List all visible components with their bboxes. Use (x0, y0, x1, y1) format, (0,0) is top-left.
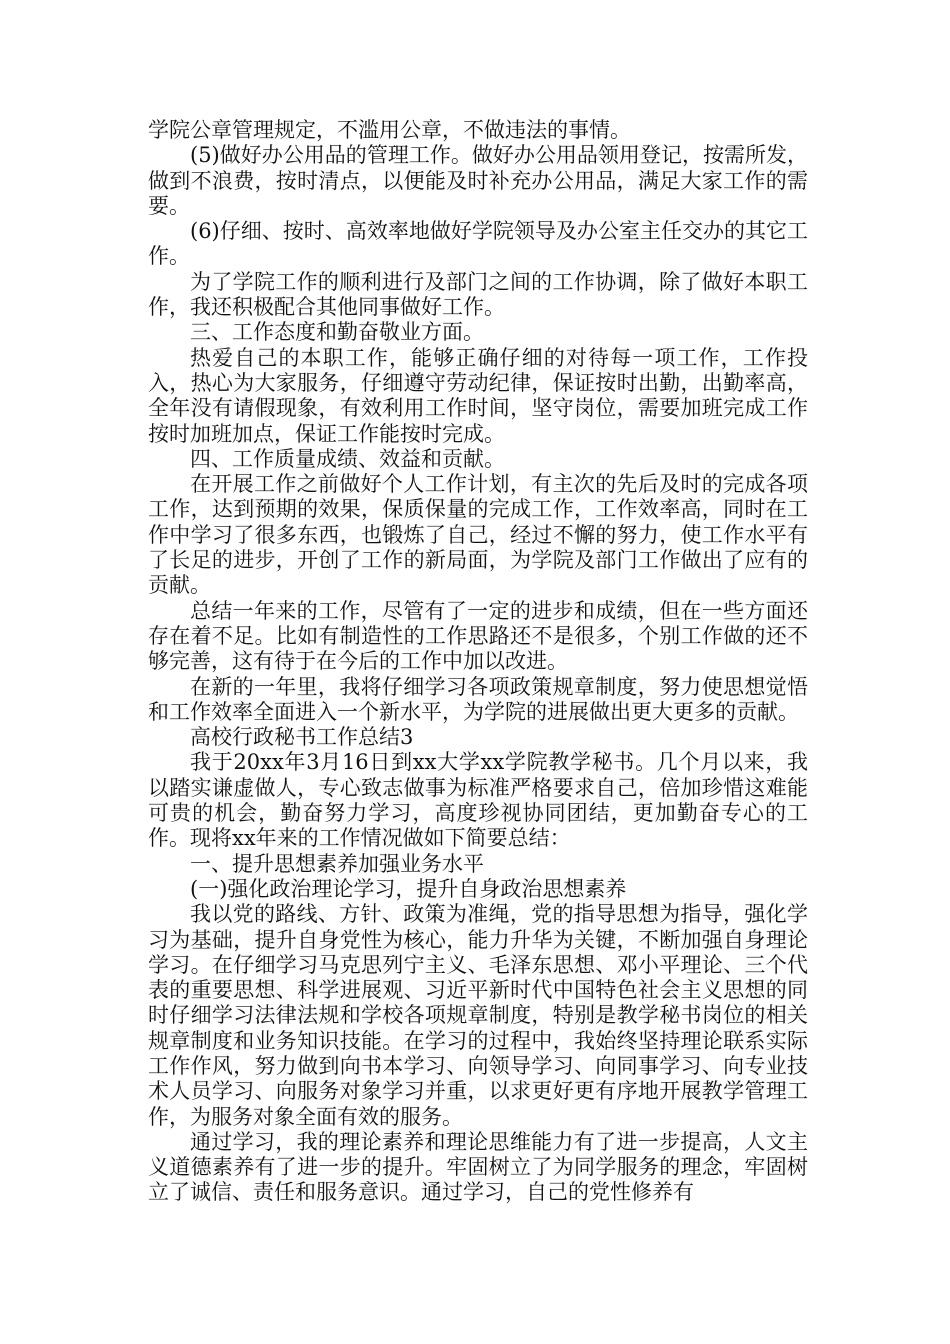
subsection-heading-theory: (一)强化政治理论学习，提升自身政治思想素养 (190, 876, 627, 901)
paragraph-attitude: 热爱自己的本职工作，能够正确仔细的对待每一项工作，工作投入，热心为大家服务，仔细遵守劳动纪律，保证按时出勤，出勤率高，全年没有请假现象，有效利用工作时间，坚守岗位，需要加班完成工作按时加班加点，保证工作能按时完成。 (148, 345, 808, 446)
section-heading-attitude: 三、工作态度和勤奋敬业方面。 (190, 320, 484, 345)
paragraph-office-supplies: (5)做好办公用品的管理工作。做好办公用品领用登记，按需所发，做到不浪费，按时清点，以便能及时补充办公用品，满足大家工作的需要。 (148, 143, 808, 218)
article-title-3: 高校行政秘书工作总结3 (190, 725, 414, 750)
paragraph-quality: 在开展工作之前做好个人工作计划，有主次的先后及时的完成各项工作，达到预期的效果，保质保量的完成工作，工作效率高，同时在工作中学习了很多东西，也锻炼了自己，经过不懈的努力，使工作水平有了长足的进步，开创了工作的新局面，为学院及部门工作做出了应有的贡献。 (148, 472, 808, 598)
paragraph-intro: 我于20xx年3月16日到xx大学xx学院教学秘书。几个月以来，我以踏实谦虚做人，专心致志做事为标准严格要求自己，倍加珍惜这难能可贵的机会，勤奋努力学习，高度珍视协同团结，更加勤奋专心的工作。现将xx年来的工作情况做如下简要总结： (148, 750, 808, 851)
paragraph-new-year: 在新的一年里，我将仔细学习各项政策规章制度，努力使思想觉悟和工作效率全面进入一个新水平，为学院的进展做出更大更多的贡献。 (148, 674, 808, 724)
paragraph-theory-study: 我以党的路线、方针、政策为准绳，党的指导思想为指导，强化学习为基础，提升自身党性为核心，能力升华为关键，不断加强自身理论学习。在仔细学习马克思列宁主义、毛泽东思想、邓小平理论、三个代表的重要思想、科学进展观、习近平新时代中国特色社会主义思想的同时仔细学习法律法规和学校各项规章制度，特别是教学秘书岗位的相关规章制度和业务知识技能。在学习的过程中，我始终坚持理论联系实际工作作风，努力做到向书本学习、向领导学习、向同事学习、向专业技术人员学习、向服务对象学习并重，以求更好更有序地开展教学管理工作，为服务对象全面有效的服务。 (148, 902, 808, 1129)
paragraph-study-results: 通过学习，我的理论素养和理论思维能力有了进一步提高，人文主义道德素养有了进一步的提升。牢固树立了为同学服务的理念，牢固树立了诚信、责任和服务意识。通过学习，自己的党性修养有 (148, 1129, 808, 1205)
section-heading-quality: 四、工作质量成绩、效益和贡献。 (190, 446, 505, 471)
paragraph-assigned-tasks: (6)仔细、按时、高效率地做好学院领导及办公室主任交办的其它工作。 (148, 219, 808, 269)
document-page (148, 118, 808, 1206)
section-heading-improve: 一、提升思想素养加强业务水平 (190, 851, 484, 876)
paragraph-coordination: 为了学院工作的顺利进行及部门之间的工作协调，除了做好本职工作，我还积极配合其他同事做好工作。 (148, 269, 808, 320)
paragraph-seal-rules: 学院公章管理规定，不滥用公章，不做违法的事情。 (148, 118, 631, 142)
paragraph-shortcomings: 总结一年来的工作，尽管有了一定的进步和成绩，但在一些方面还存在着不足。比如有制造性的工作思路还不是很多，个别工作做的还不够完善，这有待于在今后的工作中加以改进。 (148, 598, 808, 674)
